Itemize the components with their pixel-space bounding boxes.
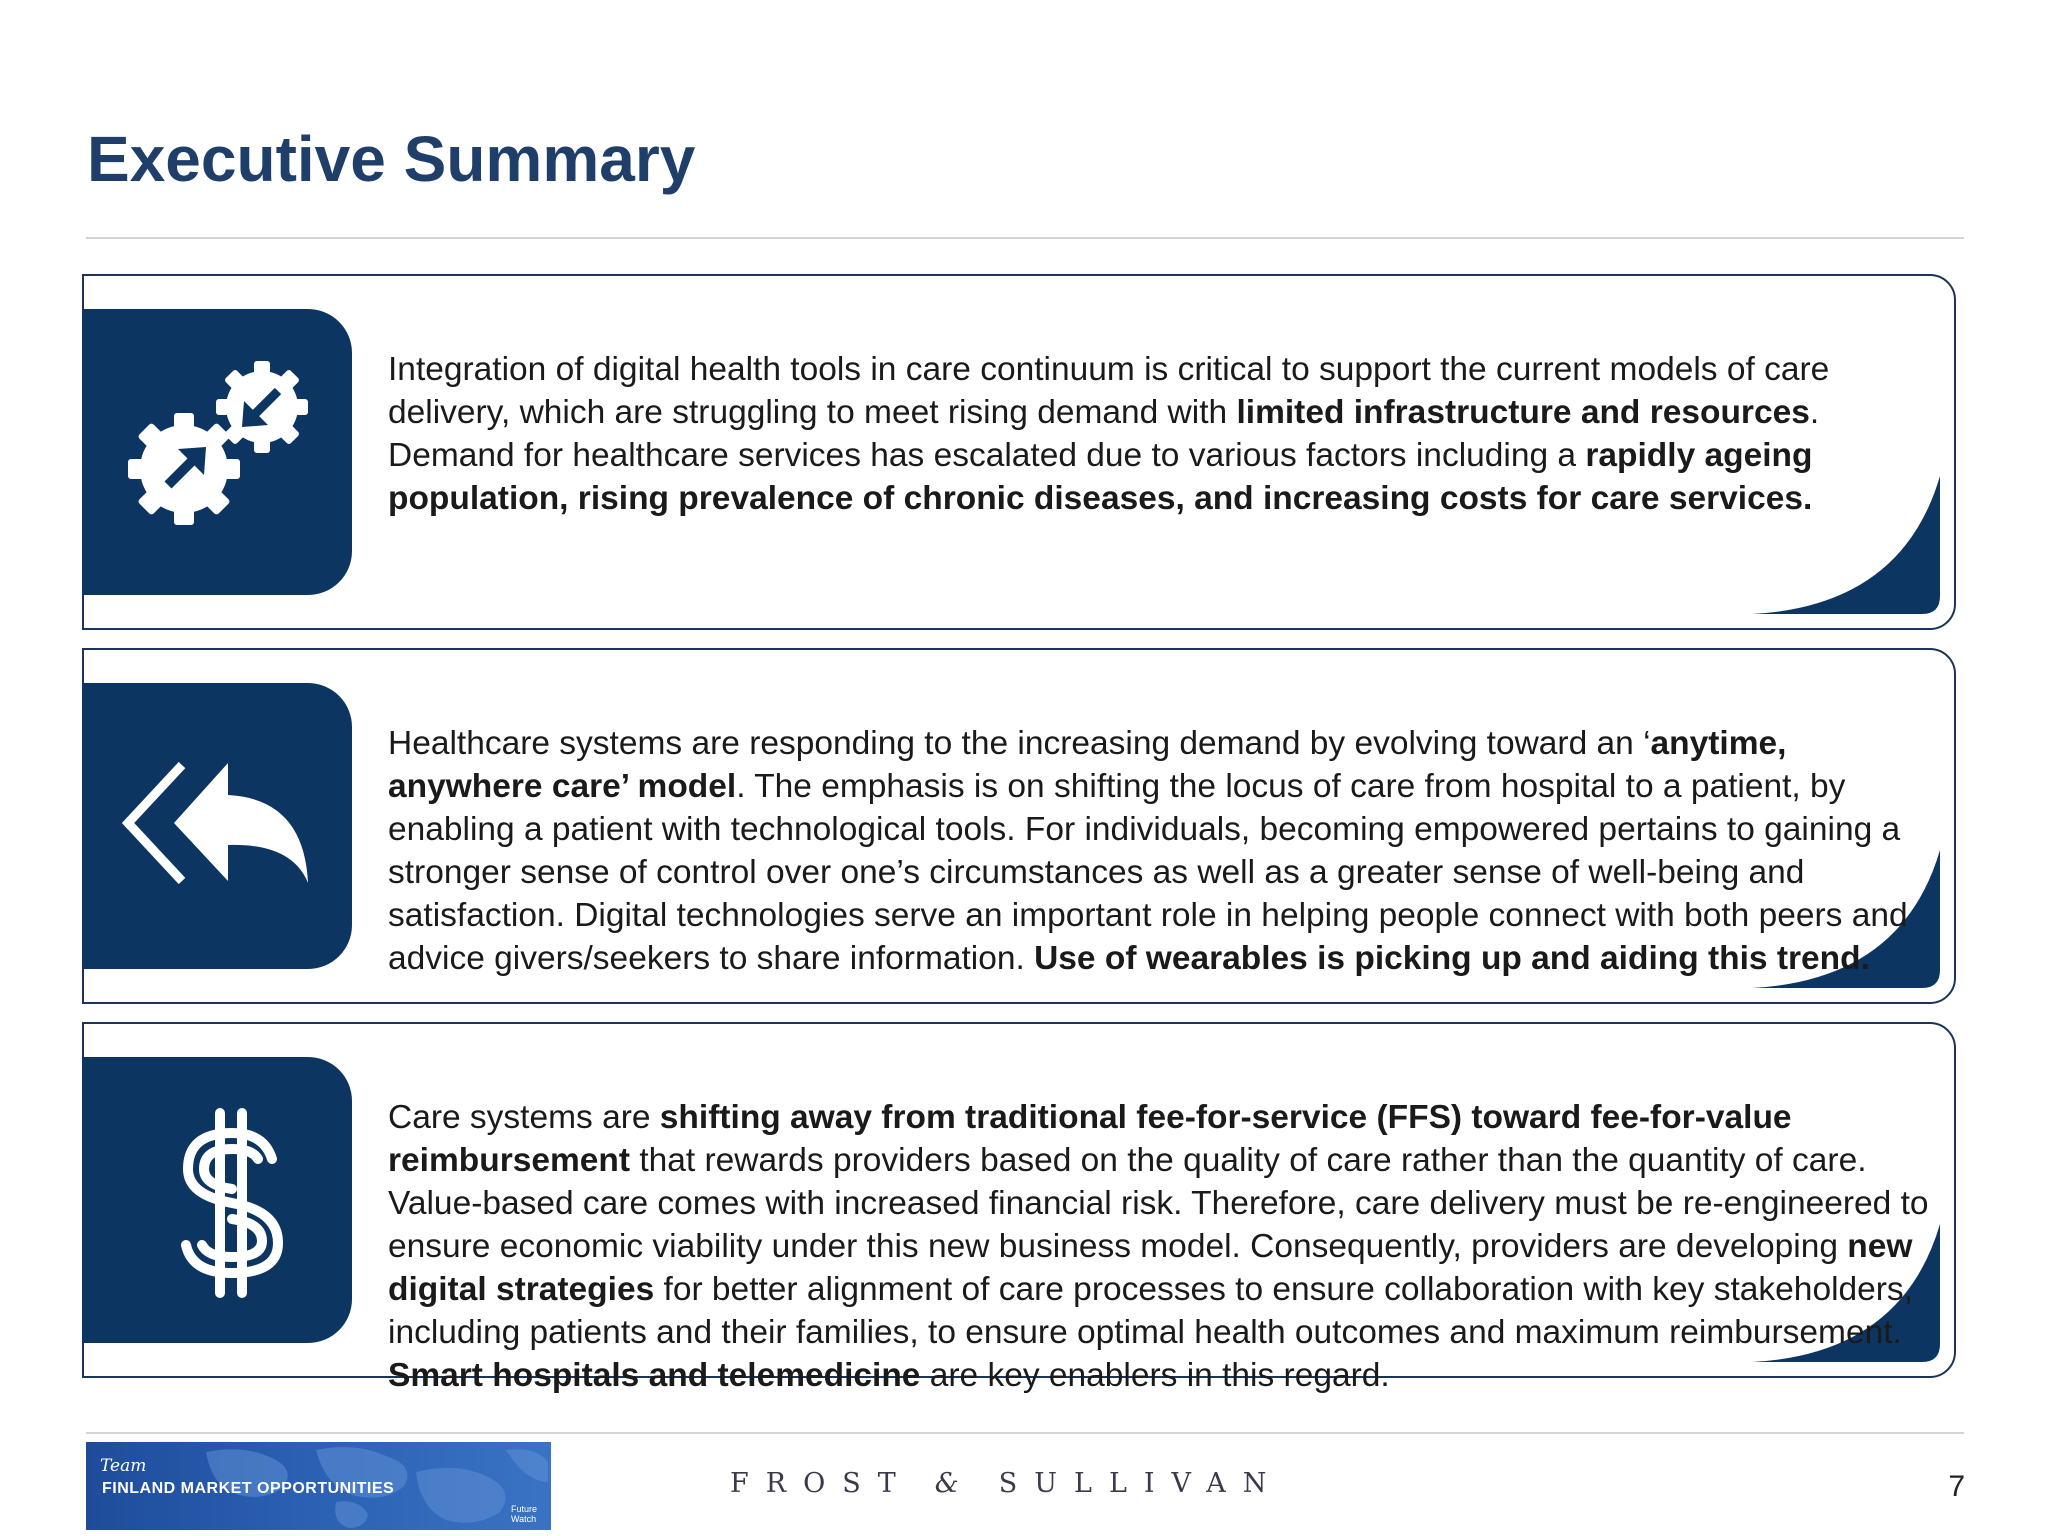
text-run: Care systems are (388, 1099, 660, 1136)
text-run: . Demand for healthcare services has escalated due to various factors including a (388, 394, 1820, 474)
text-run: Integration of digital health tools in care continuum is critical to support the current models of care delivery, which are struggling to meet rising demand with (388, 351, 1830, 431)
frost-sullivan-brand (730, 1468, 1283, 1499)
bold-text-run: shifting away from traditional fee-for-service (FFS) toward fee-for-value reimbursement (388, 1099, 1792, 1179)
bold-text-run: limited infrastructure and resources (1236, 394, 1810, 431)
card-icon-box (82, 1057, 352, 1343)
team-finland-logo (86, 1442, 551, 1530)
brand-ampersand: & (934, 1468, 959, 1499)
logo-team-text: Team (100, 1456, 147, 1476)
card-icon-box (82, 683, 352, 969)
reply-all-icon (82, 683, 352, 969)
dollar-icon (82, 1057, 352, 1343)
card-3-text (388, 1096, 1948, 1397)
logo-title-text: FINLAND MARKET OPPORTUNITIES (102, 1480, 395, 1497)
card-1-text (388, 348, 1948, 520)
footer-divider (86, 1432, 1964, 1434)
text-run: Healthcare systems are responding to the increasing demand by evolving toward an ‘ (388, 725, 1651, 762)
gears-arrows-icon (82, 309, 352, 595)
bold-text-run: anytime, anywhere care’ model (388, 725, 1787, 805)
text-run: . The emphasis is on shifting the locus of care from hospital to a patient, by enabling a patient with technological tools. For individuals, becoming empowered pertains to gaining a stronger sense of control over one’s circumstances as well as a greater sense of well-being and satisfaction. Digital technologies serve an important role in helping people connect with both peers and advice givers/seekers to share information. (388, 768, 1908, 977)
title-divider (86, 237, 1964, 239)
brand-sullivan: SULLIVAN (998, 1468, 1284, 1499)
bold-text-run: Smart hospitals and telemedicine (388, 1357, 921, 1394)
text-run: that rewards providers based on the quality of care rather than the quantity of care. Value-based care comes with increased financial risk. Therefore, care delivery must be re-engineered to ensure economic viability under this new business model. Consequently, providers are developing (388, 1142, 1929, 1265)
text-run: are key enablers in this regard. (920, 1357, 1390, 1394)
brand-frost: FROST (730, 1468, 913, 1499)
logo-future-watch-text: Future Watch (511, 1504, 538, 1524)
bold-text-run: new digital strategies (388, 1228, 1913, 1308)
text-run: for better alignment of care processes to ensure collaboration with key stakeholders, including patients and their families, to ensure optimal health outcomes and maximum reimbursement. (388, 1271, 1913, 1351)
card-2-text (388, 722, 1948, 980)
summary-card-1 (82, 274, 1956, 630)
bold-text-run: Use of wearables is picking up and aiding this trend. (1034, 940, 1870, 977)
page-number: 7 (1948, 1470, 1965, 1503)
page-title: Executive Summary (87, 123, 696, 195)
bold-text-run: rapidly ageing population, rising prevalence of chronic diseases, and increasing costs for care services. (388, 437, 1813, 517)
card-icon-box (82, 309, 352, 595)
summary-card-3 (82, 1022, 1956, 1394)
summary-card-2 (82, 648, 1956, 1004)
